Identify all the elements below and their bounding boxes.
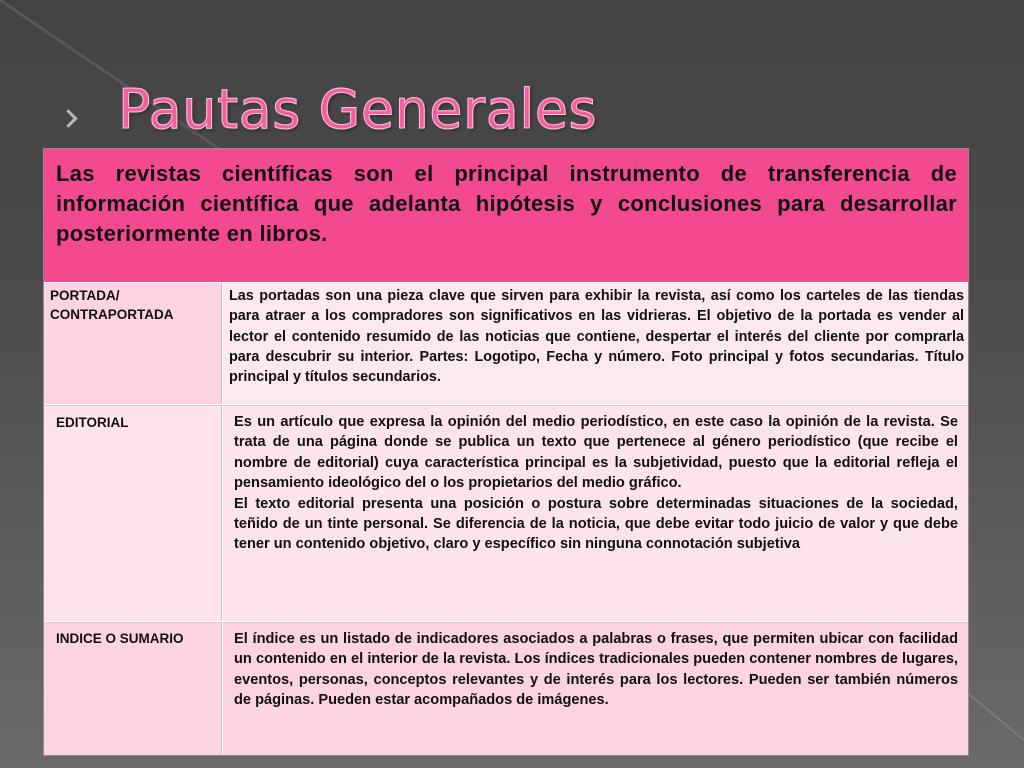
content-table — [43, 148, 969, 756]
row-label: PORTADA/ CONTRAPORTADA — [44, 283, 222, 404]
row-label: INDICE O SUMARIO — [44, 623, 222, 755]
table-row — [44, 283, 968, 404]
slide-title: Pautas Generales — [118, 78, 598, 141]
intro-text: Las revistas científicas son el principal instrumento de transferencia de información científica que adelanta hipótesis y conclusiones para desarrollar posteriormente en libros. — [44, 149, 968, 282]
description-paragraph: El texto editorial presenta una posición o postura sobre determinadas situaciones de la sociedad, teñido de un tinte personal. Se diferencia de la noticia, que debe evitar todo juicio de valor y que debe tener un contenido objetivo, claro y específico sin ninguna connotación subjetiva — [234, 495, 958, 553]
row-description — [223, 406, 968, 621]
table-row — [44, 623, 968, 755]
row-label: EDITORIAL — [44, 406, 222, 621]
description-paragraph: Las portadas son una pieza clave que sirven para exhibir la revista, así como los carteles de las tiendas para atraer a los compradores son significativos en las vidrieras. El objetivo de la portada es vender al lector el contenido resumido de las noticias que contiene, despertar el interés del cliente por comprarla para descubrir su interior. Partes: Logotipo, Fecha y número. Foto principal y fotos secundarias. Título principal y títulos secundarios. — [229, 288, 964, 386]
description-paragraph: El índice es un listado de indicadores asociados a palabras o frases, que permiten ubicar con facilidad un contenido en el interior de la revista. Los índices tradicionales pueden contener nombres de lugares, eventos, personas, conceptos relevantes y de interés para los lectores. Pueden ser también números de páginas. Pueden estar acompañados de imágenes. — [234, 631, 958, 709]
row-description — [223, 623, 968, 755]
description-paragraph: Es un artículo que expresa la opinión del medio periodístico, en este caso la opinión de la revista. Se trata de una página donde se publica un texto que pertenece al género periodístico (que recibe el nombre de editorial) cuya característica principal es la subjetividad, puesto que la editorial refleja el pensamiento ideológico del o los propietarios del medio gráfico. — [234, 414, 958, 492]
table-row — [44, 406, 968, 621]
row-description — [223, 283, 968, 404]
